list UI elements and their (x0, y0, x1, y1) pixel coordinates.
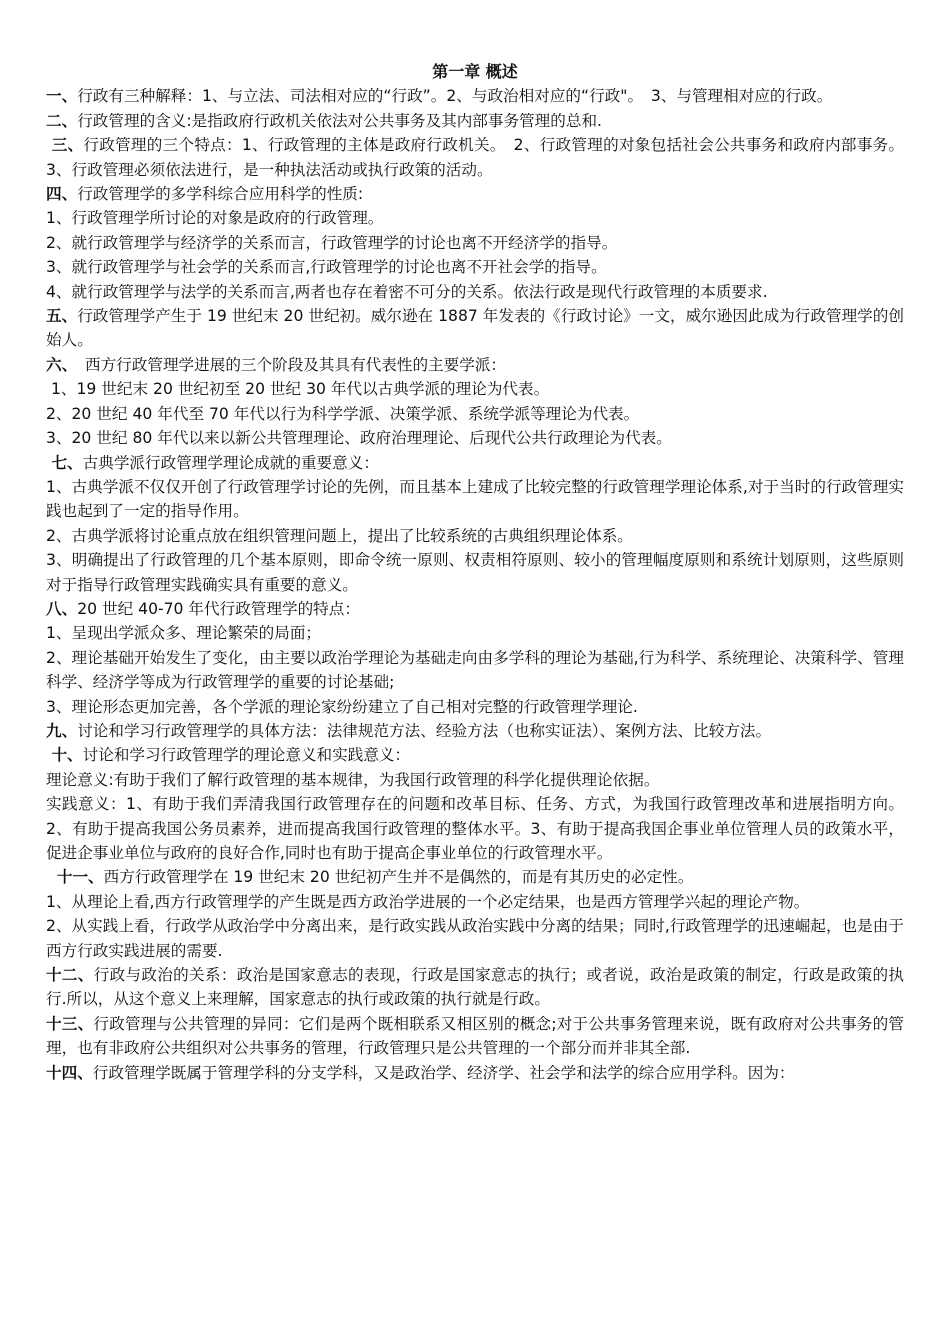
section-number: 十二、 (46, 966, 94, 985)
paragraph-text: 西方行政管理学进展的三个阶段及其具有代表性的主要学派： (69, 355, 507, 374)
paragraph (46, 792, 904, 865)
paragraph-text: 3、20 世纪 80 年代以来以新公共管理理论、政府治理理论、后现代公共行政理论为代表。 (46, 429, 672, 448)
paragraph-text: 行政管理学的多学科综合应用科学的性质: (77, 185, 364, 204)
section-number: 二、 (46, 111, 78, 130)
section-number: 七、 (46, 453, 83, 472)
section-number: 十一、 (46, 868, 104, 887)
paragraph-text: 1、呈现出学派众多、理论繁荣的局面； (46, 624, 322, 643)
document-page (46, 60, 920, 1085)
paragraph-text: 2、20 世纪 40 年代至 70 年代以行为科学学派、决策学派、系统学派等理论为代表。 (46, 404, 640, 423)
paragraph-text: 行政管理的三个特点：1、行政管理的主体是政府行政机关。 2、行政管理的对象包括社会公共事务和政府内部事务。3、行政管理必须依法进行，是一种执法活动或执行政策的活动。 (46, 136, 904, 179)
paragraph (46, 890, 904, 914)
section-number: 三、 (46, 136, 84, 155)
paragraph-text: 古典学派行政管理学理论成就的重要意义： (82, 453, 379, 472)
paragraph-text: 2、从实践上看，行政学从政治学中分离出来，是行政实践从政治实践中分离的结果；同时,行政管理学的迅速崛起，也是由于 西方行政实践进展的需要. (46, 917, 920, 960)
chapter-title: 第一章 概述 (432, 62, 518, 81)
paragraph-text: 实践意义：1、有助于我们弄清我国行政管理存在的问题和改革目标、任务、方式，为我国行政管理改革和进展指明方向。2、有助于提高我国公务员素养，进而提高我国行政管理的整体水平。3、有助于提高我国企事业单位管理人员的政策水平，促进企事业单位与政府的良好合作,同时也有助于提高企事业单位的行政管理水平。 (46, 795, 904, 862)
paragraph-text: 行政管理的含义:是指政府行政机关依法对公共事务及其内部事务管理的总和. (77, 111, 603, 130)
paragraph-text: 行政管理与公共管理的异同：它们是两个既相联系又相区别的概念;对于公共事务管理来说，既有政府对公共事务的管理，也有非政府公共组织对公共事务的管理，行政管理只是公共管理的一个部分而并非其全部. (46, 1014, 904, 1058)
paragraph (46, 84, 904, 108)
paragraph (46, 133, 904, 182)
paragraph (46, 597, 904, 621)
section-number: 五、 (46, 307, 78, 326)
paragraph (46, 1061, 904, 1085)
section-number: 六、 (46, 355, 70, 374)
section-number: 九、 (46, 721, 78, 740)
paragraph (46, 1012, 904, 1061)
paragraph (46, 914, 920, 963)
paragraph-text: 理论意义:有助于我们了解行政管理的基本规律，为我国行政管理的科学化提供理论依据。 (46, 770, 660, 789)
section-number: 十、 (46, 746, 83, 765)
paragraph-text: 行政管理学既属于管理学科的分支学科，又是政治学、经济学、社会学和法学的综合应用学科。因为： (92, 1063, 795, 1082)
paragraph-text: 4、就行政管理学与法学的关系而言,两者也存在着密不可分的关系。依法行政是现代行政管理的本质要求. (46, 282, 768, 301)
paragraph-text: 1、19 世纪末 20 世纪初至 20 世纪 30 年代以古典学派的理论为代表。 (46, 380, 550, 399)
paragraph-text: 2、理论基础开始发生了变化，由主要以政治学理论为基础走向由多学科的理论为基础,行为科学、系统理论、决策科学、管理科学、经济学等成为行政管理学的重要的讨论基础; (46, 648, 904, 692)
paragraph-text: 讨论和学习行政管理学的理论意义和实践意义： (82, 746, 411, 765)
paragraph (46, 475, 904, 524)
paragraph (46, 377, 904, 401)
paragraph (46, 646, 904, 695)
paragraph (46, 353, 904, 377)
paragraph (46, 402, 904, 426)
section-number: 十三、 (46, 1014, 94, 1033)
paragraph (46, 280, 904, 304)
paragraph-text: 20 世纪 40-70 年代行政管理学的特点： (77, 599, 360, 618)
paragraph (46, 524, 904, 548)
paragraph (46, 255, 904, 279)
paragraph-text: 1、从理论上看,西方行政管理学的产生既是西方政治学进展的一个必定结果，也是西方管理学兴起的理论产物。 (46, 892, 810, 911)
paragraph (46, 206, 904, 230)
paragraph (46, 548, 904, 597)
paragraph (46, 109, 904, 133)
document-body (46, 84, 920, 1085)
paragraph-text: 行政与政治的关系：政治是国家意志的表现，行政是国家意志的执行；或者说，政治是政策的制定，行政是政策的执行.所以，从这个意义上来理解，国家意志的执行或政策的执行就是行政。 (46, 966, 904, 1009)
paragraph (46, 865, 904, 889)
section-number: 八、 (46, 599, 78, 618)
paragraph-text: 3、就行政管理学与社会学的关系而言,行政管理学的讨论也离不开社会学的指导。 (46, 258, 607, 277)
paragraph (46, 621, 904, 645)
paragraph (46, 451, 904, 475)
paragraph (46, 743, 904, 767)
paragraph (46, 719, 904, 743)
paragraph (46, 231, 904, 255)
paragraph (46, 182, 904, 206)
paragraph-text: 2、就行政管理学与经济学的关系而言，行政管理学的讨论也离不开经济学的指导。 (46, 233, 618, 252)
paragraph-text: 行政管理学产生于 19 世纪末 20 世纪初。威尔逊在 1887 年发表的《行政讨论》一文，威尔逊因此成为行政管理学的创始人。 (46, 307, 904, 350)
section-number: 十四、 (46, 1063, 93, 1082)
paragraph (46, 695, 904, 719)
paragraph-text: 1、行政管理学所讨论的对象是政府的行政管理。 (46, 209, 384, 228)
section-number: 四、 (46, 185, 78, 204)
paragraph-text: 2、古典学派将讨论重点放在组织管理问题上，提出了比较系统的古典组织理论体系。 (46, 526, 633, 545)
paragraph-text: 3、理论形态更加完善，各个学派的理论家纷纷建立了自己相对完整的行政管理学理论. (46, 697, 638, 716)
paragraph-text: 讨论和学习行政管理学的具体方法：法律规范方法、经验方法（也称实证法）、案例方法、比较方法。 (77, 721, 772, 740)
paragraph-text: 3、明确提出了行政管理的几个基本原则，即命令统一原则、权责相符原则、较小的管理幅度原则和系统计划原则，这些原则对于指导行政管理实践确实具有重要的意义。 (46, 551, 904, 594)
paragraph (46, 963, 904, 1012)
paragraph-text: 1、古典学派不仅仅开创了行政管理学讨论的先例，而且基本上建成了比较完整的行政管理学理论体系,对于当时的行政管理实践也起到了一定的指导作用。 (46, 477, 904, 521)
paragraph (46, 768, 904, 792)
section-number: 一、 (46, 87, 78, 106)
paragraph (46, 304, 904, 353)
paragraph (46, 426, 904, 450)
paragraph-text: 行政有三种解释：1、与立法、司法相对应的“行政”。2、与政治相对应的“行政"。 3、与管理相对应的行政。 (77, 87, 833, 106)
paragraph-text: 西方行政管理学在 19 世纪末 20 世纪初产生并不是偶然的，而是有其历史的必定性。 (103, 868, 694, 887)
